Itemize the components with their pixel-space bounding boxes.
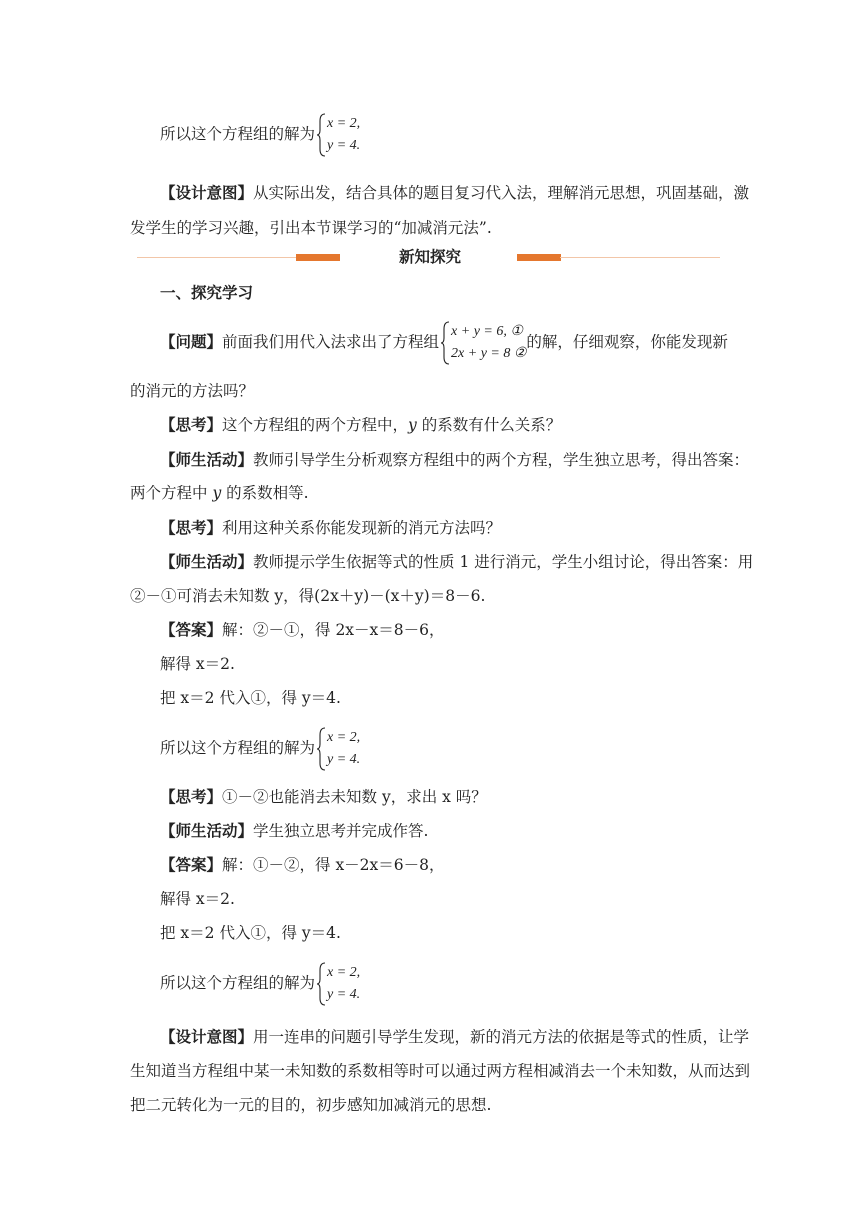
answer-1-line2: 解得 x＝2. xyxy=(160,655,235,673)
activity-2-cont: ②－①可消去未知数 y，得(2x＋y)－(x＋y)＝8－6. xyxy=(130,587,486,605)
equation-system-question: x + y = 6, ① 2x + y = 8 ② xyxy=(441,321,526,365)
think-3: 【思考】①－②也能消去未知数 y，求出 x 吗？ xyxy=(160,788,487,806)
design-intent-2-cont2: 把二元转化为一元的目的，初步感知加减消元的思想. xyxy=(130,1096,492,1114)
divider-line-right xyxy=(560,257,720,258)
design-intent-2-cont: 生知道当方程组中某一未知数的系数相等时可以通过两方程相减消去一个未知数，从而达到 xyxy=(130,1062,751,1080)
answer-2-line3: 把 x＝2 代入①，得 y＝4. xyxy=(160,924,341,942)
brace-icon xyxy=(317,727,326,771)
equation-system-solution-2: x = 2, y = 4. xyxy=(317,727,360,771)
brace-icon xyxy=(317,962,326,1006)
activity-2: 【师生活动】教师提示学生依据等式的性质 1 进行消元，学生小组讨论，得出答案：用 xyxy=(160,553,754,571)
solution-statement-3: 所以这个方程组的解为 x = 2, y = 4. xyxy=(160,962,760,1006)
activity-1: 【师生活动】教师引导学生分析观察方程组中的两个方程，学生独立思考，得出答案： xyxy=(160,451,750,469)
answer-1: 【答案】解：②－①，得 2x－x＝8－6， xyxy=(160,621,445,639)
question-paragraph-cont: 的消元的方法吗？ xyxy=(130,382,255,400)
answer-2: 【答案】解：①－②，得 x－2x＝6－8， xyxy=(160,856,445,874)
think-2: 【思考】利用这种关系你能发现新的消元方法吗？ xyxy=(160,519,502,537)
think-1: 【思考】这个方程组的两个方程中，y 的系数有什么关系？ xyxy=(160,416,562,434)
heading-explore-learning: 一、探究学习 xyxy=(160,284,254,302)
section-title: 新知探究 xyxy=(398,248,461,266)
activity-1-cont: 两个方程中 y 的系数相等. xyxy=(130,484,309,502)
solution-statement-2: 所以这个方程组的解为 x = 2, y = 4. xyxy=(160,727,760,771)
answer-1-line3: 把 x＝2 代入①，得 y＝4. xyxy=(160,689,341,707)
question-paragraph: 【问题】前面我们用代入法求出了方程组 x + y = 6, ① 2x + y = 8 ② 的解，仔细观察，你能发现新 xyxy=(160,321,760,365)
solution-statement-1: 所以这个方程组的解为 x = 2, y = 4. xyxy=(160,113,760,157)
divider-line-left xyxy=(137,257,297,258)
divider-accent-left xyxy=(296,254,340,261)
design-intent-1-cont: 发学生的学习兴趣，引出本节课学习的“加减消元法”. xyxy=(130,219,492,237)
brace-icon xyxy=(317,113,326,157)
answer-2-line2: 解得 x＝2. xyxy=(160,890,235,908)
equation-system-solution-1: x = 2, y = 4. xyxy=(317,113,360,157)
activity-3: 【师生活动】学生独立思考并完成作答. xyxy=(160,822,429,840)
brace-icon xyxy=(441,321,450,365)
equation-system-solution-3: x = 2, y = 4. xyxy=(317,962,360,1006)
design-intent-2: 【设计意图】用一连串的问题引导学生发现，新的消元方法的依据是等式的性质，让学 xyxy=(160,1028,750,1046)
divider-accent-right xyxy=(517,254,561,261)
design-intent-1: 【设计意图】从实际出发，结合具体的题目复习代入法，理解消元思想，巩固基础，激 xyxy=(160,184,750,202)
